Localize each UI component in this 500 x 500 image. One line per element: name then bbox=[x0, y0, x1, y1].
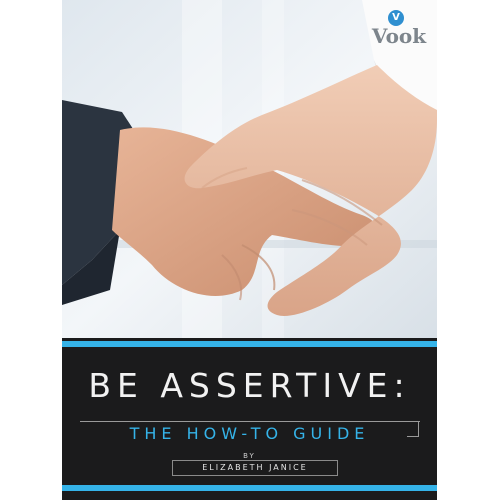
handshake-illustration bbox=[62, 0, 437, 338]
author-name: ELIZABETH JANICE bbox=[172, 460, 338, 476]
title-divider bbox=[80, 421, 420, 422]
book-subtitle: THE HOW-TO GUIDE bbox=[129, 424, 370, 443]
publisher-name: Vook bbox=[371, 24, 427, 48]
byline: BY bbox=[243, 452, 256, 460]
publisher-logo bbox=[364, 8, 434, 50]
book-title: BE ASSERTIVE: bbox=[88, 366, 411, 405]
top-accent-stripe bbox=[62, 341, 437, 347]
handshake-photo bbox=[62, 0, 437, 338]
bottom-accent-stripe bbox=[62, 485, 437, 491]
vook-logo-icon: V bbox=[388, 10, 404, 26]
book-cover bbox=[62, 0, 437, 500]
